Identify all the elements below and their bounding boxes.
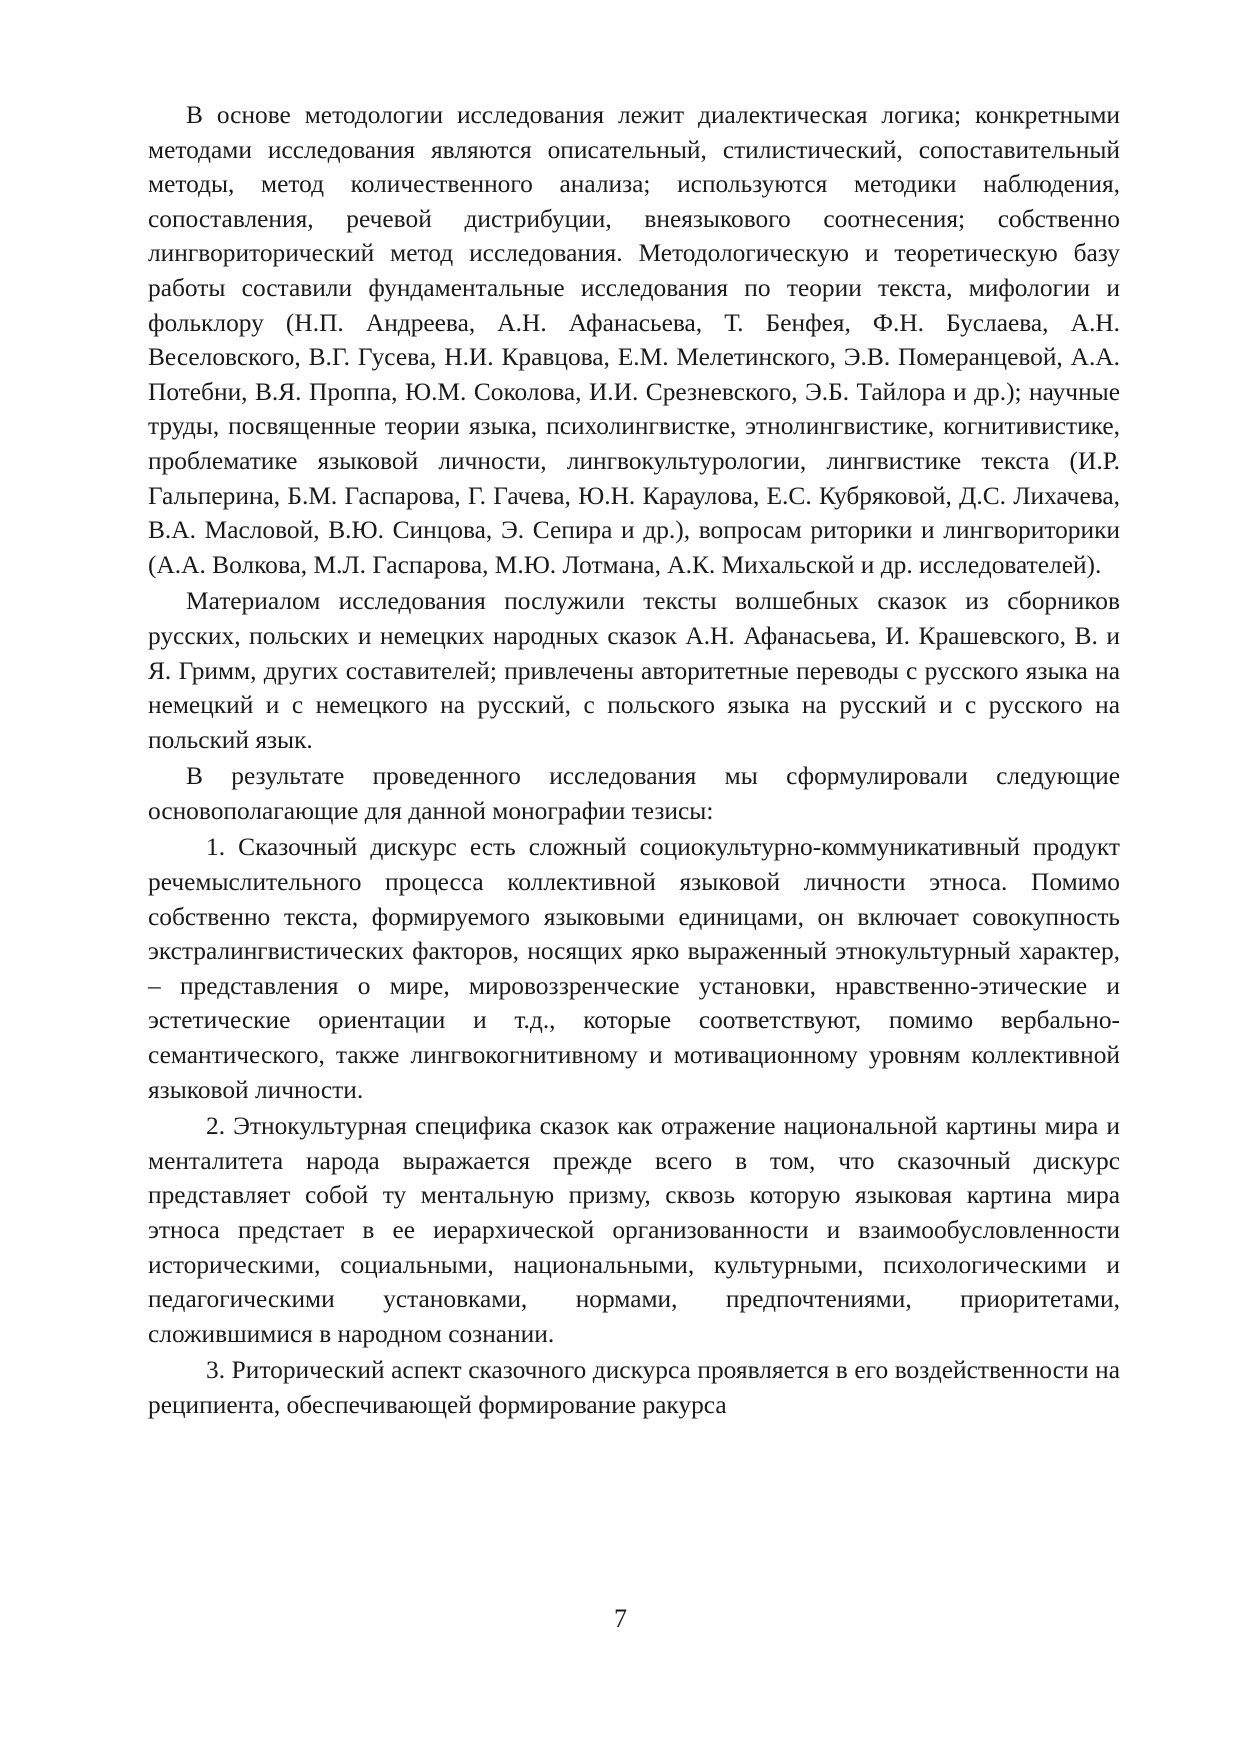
page-number: 7 bbox=[614, 1604, 627, 1633]
paragraph-thesis-3: 3. Риторический аспект сказочного дискурса проявляется в его воздейственности на реципиента, обеспечивающей формирование ракурса bbox=[148, 1356, 1120, 1419]
paragraph-material: Материалом исследования послужили тексты волшебных сказок из сборников русских, польских и немецких народных сказок А.Н. Афанасьева, И. Крашевского, В. и Я. Гримм, других составителей; привлечены авторитетные переводы с русского языка на немецкий и с немецкого на русский, с польского языка на русский и с русского на польский язык. bbox=[148, 587, 1120, 754]
paragraph-thesis-2: 2. Этнокультурная специфика сказок как отражение национальной картины мира и менталитета народа выражается прежде всего в том, что сказочный дискурс представляет собой ту ментальную призму, сквозь которую языковая картина мира этноса предстает в ее иерархической организованности и взаимообусловленности историческими, социальными, национальными, культурными, психологическими и педагогическими установками, нормами, предпочтениями, приоритетами, сложившимися в народном сознании. bbox=[148, 1112, 1120, 1348]
paragraph-methodology: В основе методологии исследования лежит диалектическая логика; конкретными методами исследования являются описательный, стилистический, сопоставительный методы, метод количественного анализа; используются методики наблюдения, сопоставления, речевой дистрибуции, внеязыкового соотнесения; собственно лингвориторический метод исследования. Методологическую и теоретическую базу работы составили фундаментальные исследования по теории текста, мифологии и фольклору (Н.П. Андреева, А.Н. Афанасьева, Т. Бенфея, Ф.Н. Буслаева, А.Н. Веселовского, В.Г. Гусева, Н.И. Кравцова, Е.М. Мелетинского, Э.В. Померанцевой, А.А. Потебни, В.Я. Проппа, Ю.М. Соколова, И.И. Срезневского, Э.Б. Тайлора и др.); научные труды, посвященные теории языка, психолингвистке, этнолингвистике, когнитивистике, проблематике языковой личности, лингвокультурологии, лингвистике текста (И.Р. Гальперина, Б.М. Гаспарова, Г. Гачева, Ю.Н. Караулова, Е.С. Кубряковой, Д.С. Лихачева, В.А. Масловой, В.Ю. Синцова, Э. Сепира и др.), вопросам риторики и лингвориторики (А.А. Волкова, М.Л. Гаспарова, М.Ю. Лотмана, А.К. Михальской и др. исследователей). bbox=[148, 101, 1120, 579]
paragraph-theses-intro: В результате проведенного исследования мы сформулировали следующие основополагающие для данной монографии тезисы: bbox=[148, 762, 1120, 825]
paragraph-thesis-1: 1. Сказочный дискурс есть сложный социокультурно-коммуникативный продукт речемыслительного процесса коллективной языковой личности этноса. Помимо собственно текста, формируемого языковыми единицами, он включает совокупность экстралингвистических факторов, носящих ярко выраженный этнокультурный характер, – представления о мире, мировоззренческие установки, нравственно-этические и эстетические ориентации и т.д., которые соответствуют, помимо вербально-семантического, также лингвокогнитивному и мотивационному уровням коллективной языковой личности. bbox=[148, 833, 1120, 1104]
body-text bbox=[148, 98, 1120, 1423]
